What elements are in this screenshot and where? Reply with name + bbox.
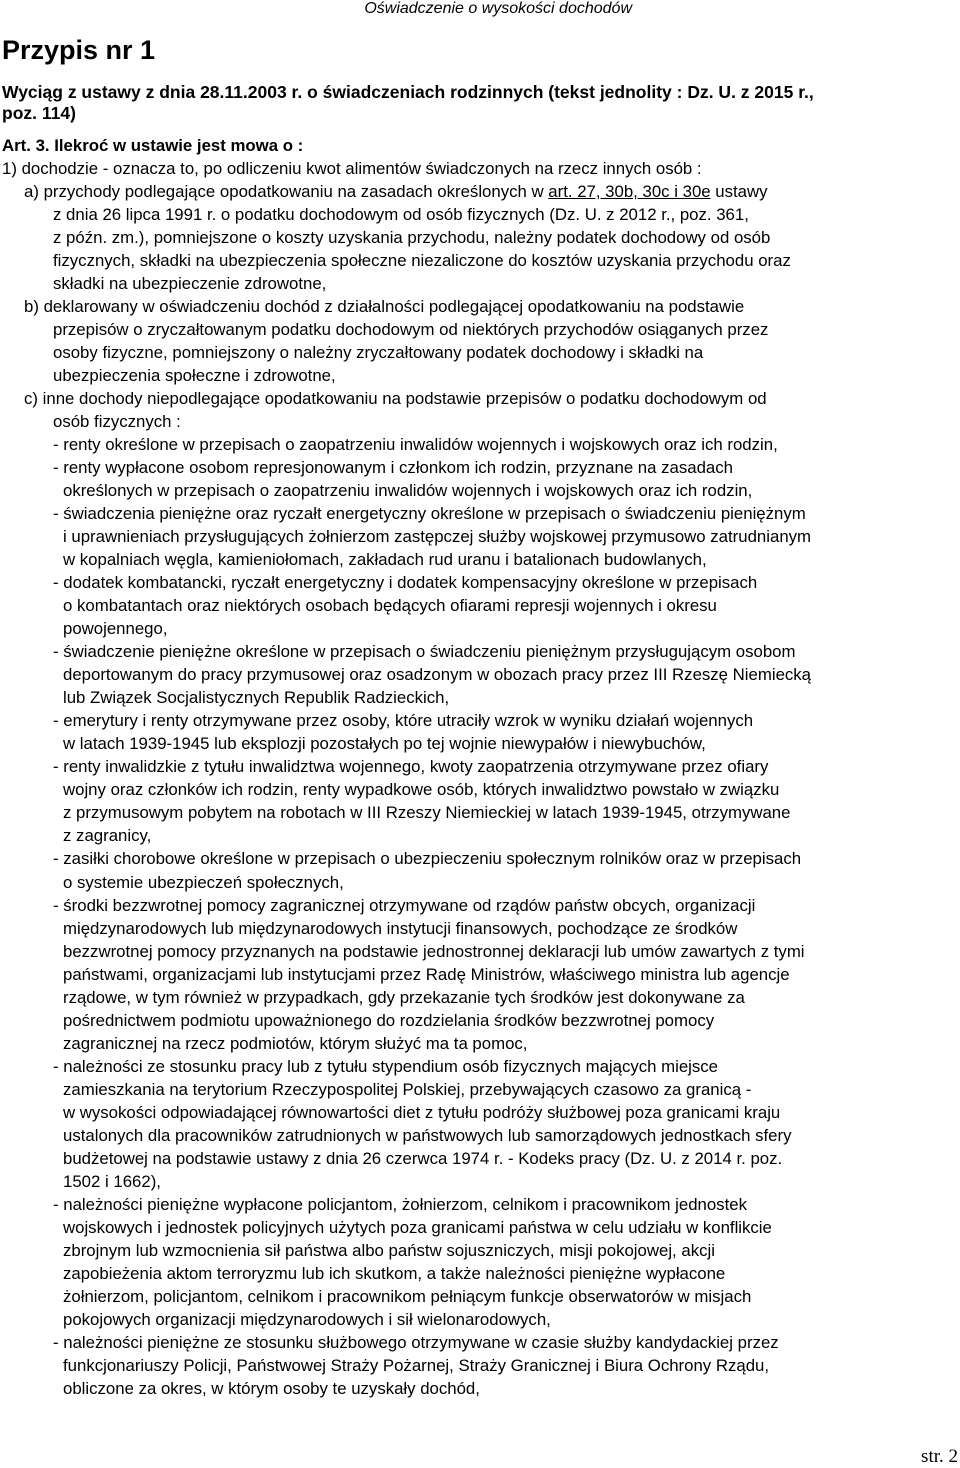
text-line: w latach 1939-1945 lub eksplozji pozostałych po tej wojnie niewypałów i niewybuchów, xyxy=(63,734,706,754)
text-line: o kombatantach oraz niektórych osobach będących ofiarami represji wojennych i okresu xyxy=(63,596,717,616)
text-line: obliczone za okres, w którym osoby te uzyskały dochód, xyxy=(63,1378,480,1398)
text-line: z późn. zm.), pomniejszone o koszty uzyskania przychodu, należny podatek dochodowy od osób xyxy=(53,228,771,248)
text-line: i uprawnieniach przysługujących żołnierzom zastępczej służby wojskowej przymusowo zatrudnianym xyxy=(63,527,812,547)
excerpt-title xyxy=(2,82,922,124)
list-item: - należności ze stosunku pracy lub z tytułu stypendium osób fizycznych mających miejsce xyxy=(53,1056,719,1076)
text-line: bezzwrotnej pomocy przyznanych na podstawie jednostronnej deklaracji lub umów zawartych z tymi xyxy=(63,941,805,961)
text-line: 1) dochodzie - oznacza to, po odliczeniu kwot alimentów świadczonych na rzecz innych osób : xyxy=(2,159,702,179)
list-item: - renty inwalidzkie z tytułu inwalidztwa wojennego, kwoty zaopatrzenia otrzymywane przez ofiary xyxy=(53,757,769,777)
text-line: funkcjonariuszy Policji, Państwowej Straży Pożarnej, Straży Granicznej i Biura Ochrony Rządu, xyxy=(63,1355,770,1375)
text-line: w wysokości odpowiadającej równowartości diet z tytułu podróży służbowej poza granicami kraju xyxy=(63,1102,781,1122)
page-title: Przypis nr 1 xyxy=(2,35,156,65)
text-line: przepisów o zryczałtowanym podatku dochodowym od niektórych przychodów osiąganych przez xyxy=(53,320,769,340)
list-item: - renty określone w przepisach o zaopatrzeniu inwalidów wojennych i wojskowych oraz ich rodzin, xyxy=(53,435,778,455)
text-line: w kopalniach węgla, kamieniołomach, zakładach rud uranu i batalionach budowlanych, xyxy=(63,550,707,570)
text-line: z przymusowym pobytem na robotach w III Rzeszy Niemieckiej w latach 1939-1945, otrzymywane xyxy=(63,803,791,823)
text-line: ustalonych dla pracowników zatrudnionych w państwowych lub samorządowych jednostkach sfery xyxy=(63,1125,792,1145)
text-line: b) deklarowany w oświadczeniu dochód z działalności podlegającej opodatkowaniu na podstawie xyxy=(24,297,745,317)
text-line: żołnierzom, policjantom, celnikom i pracownikom pełniącym funkcje obserwatorów w misjach xyxy=(63,1286,752,1306)
text-line: fizycznych, składki na ubezpieczenia społeczne niezaliczone do kosztów uzyskania przychodu oraz xyxy=(53,251,791,271)
text-line: z zagranicy, xyxy=(63,826,152,846)
text-span: ustawy xyxy=(710,182,768,202)
text-line: budżetowej na podstawie ustawy z dnia 26 czerwca 1974 r. - Kodeks pracy (Dz. U. z 2014 r. poz. xyxy=(63,1148,783,1168)
text-line: pokojowych organizacji międzynarodowych i sił wielonarodowych, xyxy=(63,1309,551,1329)
list-item: - świadczenie pieniężne określone w przepisach o świadczeniu pieniężnym przysługującym osobom xyxy=(53,642,796,662)
excerpt-line-2: poz. 114) xyxy=(2,103,76,123)
text-line: rządowe, w tym również w przypadkach, gdy przekazanie tych środków jest dokonywane za xyxy=(63,987,745,1007)
running-header: Oświadczenie o wysokości dochodów xyxy=(364,0,632,17)
text-line: powojennego, xyxy=(63,619,168,639)
list-item: - zasiłki chorobowe określone w przepisach o ubezpieczeniu społecznym rolników oraz w przepisach xyxy=(53,849,802,869)
article-body xyxy=(2,134,952,1400)
text-line: lub Związek Socjalistycznych Republik Radzieckich, xyxy=(63,688,450,708)
text-line: zbrojnym lub wzmocnienia sił państwa albo państw sojuszniczych, misji pokojowej, akcji xyxy=(63,1240,715,1260)
text-line: 1502 i 1662), xyxy=(63,1171,161,1191)
text-line: ubezpieczenia społeczne i zdrowotne, xyxy=(53,366,336,386)
text-line: państwami, organizacjami lub instytucjami przez Radę Ministrów, właściwego ministra lub agencje xyxy=(63,964,790,984)
text-span: a) przychody podlegające opodatkowaniu na zasadach określonych w xyxy=(24,182,549,202)
text-line: deportowanym do pracy przymusowej oraz osadzonym w obozach pracy przez III Rzeszę Niemiecką xyxy=(63,665,812,685)
text-line: z dnia 26 lipca 1991 r. o podatku dochodowym od osób fizycznych (Dz. U. z 2012 r., poz. 361, xyxy=(53,205,749,225)
list-item: - świadczenia pieniężne oraz ryczałt energetyczny określone w przepisach o świadczeniu pieniężnym xyxy=(53,504,806,524)
text-line xyxy=(2,180,952,203)
text-line: osób fizycznych : xyxy=(53,412,181,432)
excerpt-line-1: Wyciąg z ustawy z dnia 28.11.2003 r. o świadczeniach rodzinnych (tekst jednolity : Dz. U. z 2015 r., xyxy=(2,82,814,102)
text-line: zamieszkania na terytorium Rzeczypospolitej Polskiej, przebywających czasowo za granicą - xyxy=(63,1079,752,1099)
page-number: str. 2 xyxy=(921,1446,958,1467)
text-line: o systemie ubezpieczeń społecznych, xyxy=(63,872,344,892)
text-line: określonych w przepisach o zaopatrzeniu inwalidów wojennych i wojskowych oraz ich rodzin, xyxy=(63,481,753,501)
text-line: międzynarodowych lub międzynarodowych instytucji finansowych, pochodzące ze środków xyxy=(63,918,738,938)
text-line: wojny oraz członków ich rodzin, renty wypadkowe osób, których inwalidztwo powstało w związku xyxy=(63,780,780,800)
list-item: - renty wypłacone osobom represjonowanym i członkom ich rodzin, przyznane na zasadach xyxy=(53,458,733,478)
text-line: zapobieżenia aktom terroryzmu lub ich skutkom, a także należności pieniężne wypłacone xyxy=(63,1263,726,1283)
list-item: - emerytury i renty otrzymywane przez osoby, które utraciły wzrok w wyniku działań wojennych xyxy=(53,711,754,731)
list-item: - środki bezzwrotnej pomocy zagranicznej otrzymywane od rządów państw obcych, organizacji xyxy=(53,895,756,915)
text-line: wojskowych i jednostek policyjnych użytych poza granicami państwa w celu udziału w konflikcie xyxy=(63,1217,772,1237)
text-line: c) inne dochody niepodlegające opodatkowaniu na podstawie przepisów o podatku dochodowym od xyxy=(24,389,767,409)
text-line: składki na ubezpieczenie zdrowotne, xyxy=(53,274,327,294)
article-heading: Art. 3. Ilekroć w ustawie jest mowa o : xyxy=(2,136,304,155)
text-line: osoby fizyczne, pomniejszony o należny zryczałtowany podatek dochodowy i składki na xyxy=(53,343,704,363)
text-line: pośrednictwem podmiotu upoważnionego do rozdzielania środków bezzwrotnej pomocy xyxy=(63,1010,715,1030)
list-item: - należności pieniężne wypłacone policjantom, żołnierzom, celnikom i pracownikom jednostek xyxy=(53,1194,747,1214)
list-item: - należności pieniężne ze stosunku służbowego otrzymywane w czasie służby kandydackiej przez xyxy=(53,1332,779,1352)
list-item: - dodatek kombatancki, ryczałt energetyczny i dodatek kompensacyjny określone w przepisach xyxy=(53,573,758,593)
text-line: zagranicznej na rzecz podmiotów, którym służyć ma ta pomoc, xyxy=(63,1033,528,1053)
statute-reference: art. 27, 30b, 30c i 30e xyxy=(548,182,711,202)
